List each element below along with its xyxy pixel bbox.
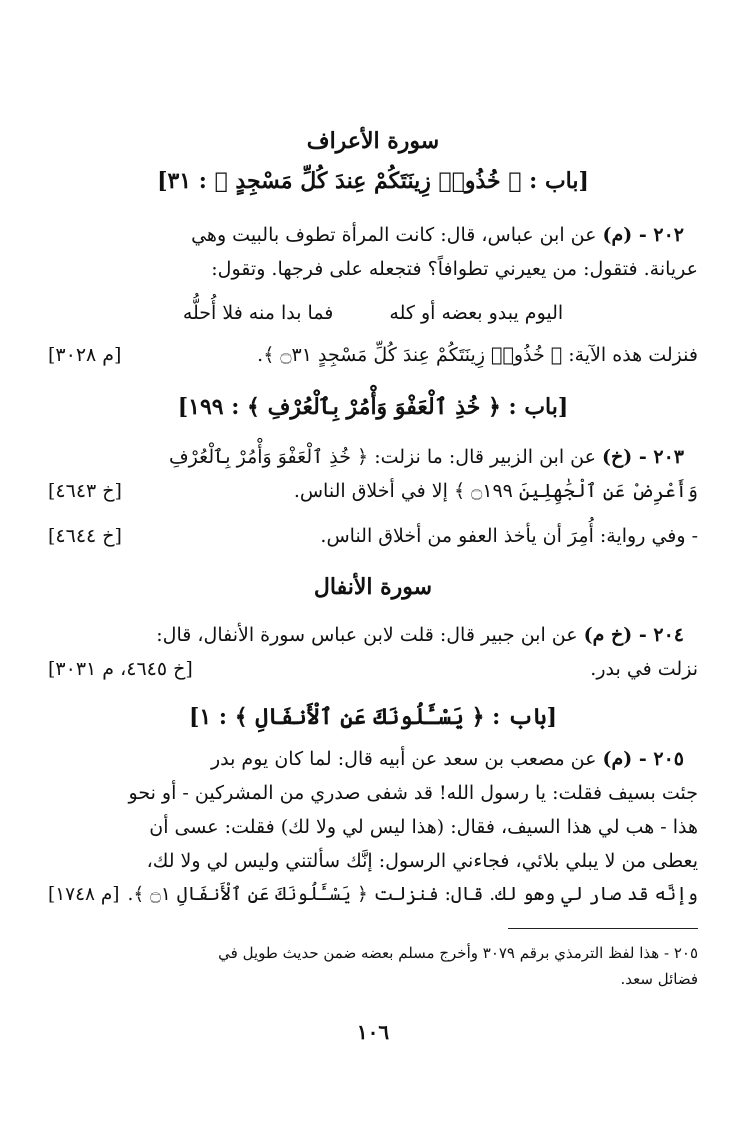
hadith-203-reference-2: [خ ٤٦٤٤] — [48, 525, 122, 547]
hadith-202-number: ٢٠٢ - (م) — [602, 224, 684, 246]
hadith-204-number: ٢٠٤ - (خ م) — [583, 624, 684, 646]
surah-title-al-araf: سورة الأعراف — [306, 128, 440, 154]
hadith-204-line-2 — [48, 658, 698, 680]
hadith-203-text-1: عن ابن الزبير قال: ما نزلت: ﴿ خُذِ ٱلْعَفْوَ وَأْمُرْ بِٱلْعُرْفِ — [168, 446, 596, 468]
hadith-205-line-5 — [48, 884, 698, 905]
surah-title-al-anfal: سورة الأنفال — [313, 574, 433, 600]
hadith-203-reference: [خ ٤٦٤٣] — [48, 480, 122, 502]
hadith-205-number: ٢٠٥ - (م) — [602, 748, 684, 770]
poem-hemistich-1: اليوم يبدو بعضه أو كله — [389, 302, 564, 324]
hadith-202-text-4: فنزلت هذه الآية: ﴿ خُذُوا۟ زِينَتَكُمْ عِندَ كُلِّ مَسْجِدٍ ۝٣١ ﴾. — [257, 344, 698, 366]
hadith-202-line-4 — [48, 344, 698, 366]
hadith-203-text-3: - وفي رواية: أُمِرَ أن يأخذ العفو من أخلاق الناس. — [320, 525, 698, 547]
hadith-205-line-4 — [48, 850, 698, 872]
hadith-205-line-1 — [48, 748, 698, 770]
hadith-203-line-3 — [48, 525, 698, 547]
hadith-202-line-1 — [48, 224, 698, 246]
hadith-203-number: ٢٠٣ - (خ) — [602, 446, 684, 468]
hadith-203-line-2 — [48, 480, 698, 502]
hadith-203-line-1 — [48, 446, 698, 468]
hadith-202-line-2 — [48, 258, 698, 280]
chapter-heading-1: [باب : ﴿ يَسْـَٔلُونَكَ عَنِ ٱلْأَنفَالِ ﴾ : ١] — [189, 704, 557, 730]
hadith-205-text-4: يعطى من لا يبلي بلائي، فجاءني الرسول: إنَّك سألتني وليس لي ولا لك، — [146, 850, 698, 872]
footnote-line-2 — [48, 970, 698, 988]
hadith-203-text-2: وَأَعْرِضْ عَنِ ٱلْجَٰهِلِينَ ۝١٩٩ ﴾ إلا في أخلاق الناس. — [293, 480, 698, 502]
footnote-separator — [508, 928, 698, 929]
hadith-205-text-1: عن مصعب بن سعد عن أبيه قال: لما كان يوم بدر — [210, 748, 597, 770]
hadith-205-line-2 — [48, 782, 698, 804]
chapter-heading-31: [باب : ﴿ خُذُوا۟ زِينَتَكُمْ عِندَ كُلِّ مَسْجِدٍ ﴾ : ٣١] — [157, 168, 589, 194]
chapter-heading-199: [باب : ﴿ خُذِ ٱلْعَفْوَ وَأْمُرْ بِٱلْعُرْفِ ﴾ : ١٩٩] — [177, 394, 569, 420]
hadith-202-text-2: عريانة. فتقول: من يعيرني تطوافاً؟ فتجعله على فرجها. وتقول: — [211, 258, 698, 280]
footnote-line-1 — [48, 944, 698, 962]
footnote-text-1: ٢٠٥ - هذا لفظ الترمذي برقم ٣٠٧٩ وأخرج مسلم بعضه ضمن حديث طويل في — [218, 944, 698, 962]
hadith-204-text-2: نزلت في بدر. — [590, 658, 698, 680]
poem-verse — [48, 302, 698, 324]
book-page — [48, 0, 698, 1122]
page-number: ١٠٦ — [356, 1020, 390, 1044]
hadith-205-text-5: وإنَّه قد صار لي وهو لك. قال: فنزلت ﴿ يَسْـَٔلُونَكَ عَنِ ٱلْأَنفَالِ ۝١ ﴾. — [127, 884, 698, 905]
hadith-205-line-3 — [48, 816, 698, 838]
hadith-204-text-1: عن ابن جبير قال: قلت لابن عباس سورة الأنفال، قال: — [156, 624, 578, 646]
footnote-text-2: فضائل سعد. — [620, 970, 698, 988]
hadith-202-text-1: عن ابن عباس، قال: كانت المرأة تطوف بالبيت وهي — [191, 224, 597, 246]
hadith-204-line-1 — [48, 624, 698, 646]
poem-hemistich-2: فما بدا منه فلا أُحلُّه — [182, 302, 334, 324]
hadith-205-text-2: جئت بسيف فقلت: يا رسول الله! قد شفى صدري من المشركين - أو نحو — [128, 782, 698, 804]
hadith-202-reference: [م ٣٠٢٨] — [48, 344, 122, 366]
hadith-204-reference: [خ ٤٦٤٥، م ٣٠٣١] — [48, 658, 193, 680]
hadith-205-text-3: هذا - هب لي هذا السيف، فقال: (هذا ليس لي ولا لك) فقلت: عسى أن — [149, 816, 698, 838]
hadith-205-reference: [م ١٧٤٨] — [48, 884, 120, 905]
